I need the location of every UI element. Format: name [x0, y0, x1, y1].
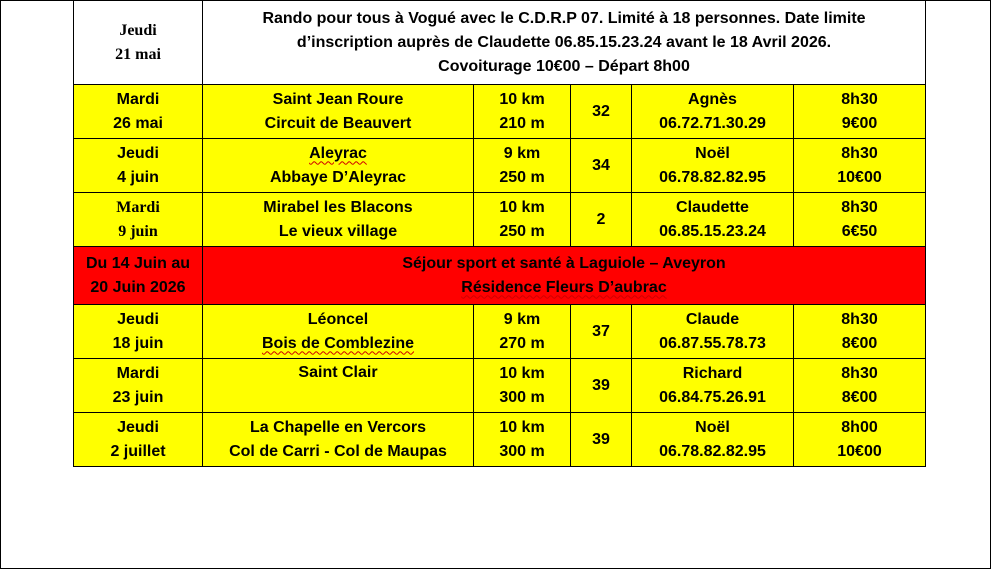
day-date: 4 juin: [117, 168, 159, 186]
number-cell: 39: [571, 413, 632, 467]
day-name: Jeudi: [117, 310, 159, 328]
guide-cell: [632, 359, 794, 413]
place-detail: Le vieux village: [278, 222, 398, 240]
announcement-line: Covoiturage 10€00 – Départ 8h00: [438, 57, 690, 75]
table-row: [74, 85, 926, 139]
day-cell: [74, 85, 203, 139]
day-cell: [74, 1, 203, 85]
hike-schedule-table: [73, 0, 926, 467]
day-cell: [74, 139, 203, 193]
number-cell: 2: [571, 193, 632, 247]
table-row: [74, 193, 926, 247]
day-date: 26 mai: [113, 114, 163, 132]
day-date: 9 juin: [118, 222, 158, 240]
distance: 9 km: [503, 310, 541, 328]
time-cell: [794, 139, 926, 193]
place-detail: Bois de Comblezine: [261, 334, 415, 352]
table-row: [74, 359, 926, 413]
place-detail: Abbaye D’Aleyrac: [269, 168, 407, 186]
elevation: 270 m: [499, 334, 545, 352]
guide-name: Noël: [695, 144, 730, 162]
guide-name: Noël: [695, 418, 730, 436]
number-cell: 39: [571, 359, 632, 413]
day-name: Jeudi: [117, 144, 159, 162]
departure-time: 8h30: [841, 90, 878, 108]
price: 6€50: [841, 222, 878, 240]
day-name: Mardi: [116, 198, 160, 216]
place-detail: Col de Carri - Col de Maupas: [229, 442, 447, 460]
guide-name: Agnès: [688, 90, 737, 108]
guide-phone: 06.78.82.82.95: [659, 442, 766, 460]
day-cell: [74, 359, 203, 413]
elevation: 250 m: [499, 168, 545, 186]
place-cell: [203, 413, 474, 467]
day-name: Mardi: [116, 90, 160, 108]
number-cell: 37: [571, 305, 632, 359]
day-name: Mardi: [116, 364, 160, 382]
guide-phone: 06.85.15.23.24: [659, 222, 766, 240]
departure-time: 8h30: [841, 144, 878, 162]
table-row-header: [74, 1, 926, 85]
elevation: 250 m: [499, 222, 545, 240]
distance-cell: [474, 359, 571, 413]
price: 10€00: [837, 168, 882, 186]
place-cell: [203, 139, 474, 193]
place-cell: [203, 193, 474, 247]
guide-phone: 06.78.82.82.95: [659, 168, 766, 186]
place-name: Léoncel: [307, 310, 369, 328]
distance: 9 km: [503, 144, 541, 162]
day-cell: [74, 305, 203, 359]
guide-cell: [632, 305, 794, 359]
sejour-date-end: 20 Juin 2026: [90, 278, 186, 296]
distance-cell: [474, 85, 571, 139]
day-date: 18 juin: [112, 334, 164, 352]
place-name: Mirabel les Blacons: [263, 198, 413, 216]
number-cell: 34: [571, 139, 632, 193]
guide-name: Richard: [682, 364, 743, 382]
elevation: 300 m: [499, 388, 545, 406]
table-row: [74, 413, 926, 467]
day-cell: [74, 413, 203, 467]
guide-phone: 06.84.75.26.91: [659, 388, 766, 406]
day-cell: [74, 193, 203, 247]
day-name: Jeudi: [117, 418, 159, 436]
place-cell: [203, 85, 474, 139]
distance-cell: [474, 413, 571, 467]
announcement-line: Rando pour tous à Vogué avec le C.D.R.P 07. Limité à 18 personnes. Date limite: [262, 9, 866, 27]
table-row: [74, 305, 926, 359]
distance: 10 km: [499, 90, 545, 108]
elevation: 300 m: [499, 442, 545, 460]
place-cell: [203, 305, 474, 359]
price: 8€00: [841, 388, 878, 406]
time-cell: [794, 193, 926, 247]
announcement-line: d’inscription auprès de Claudette 06.85.15.23.24 avant le 18 Avril 2026.: [296, 33, 832, 51]
sejour-title: Séjour sport et santé à Laguiole – Aveyron: [402, 254, 726, 272]
place-cell: [203, 359, 474, 413]
place-name: Aleyrac: [309, 144, 367, 162]
distance-cell: [474, 139, 571, 193]
table-row: [74, 139, 926, 193]
departure-time: 8h00: [841, 418, 878, 436]
sejour-description-cell: [203, 247, 926, 305]
place-name: La Chapelle en Vercors: [249, 418, 427, 436]
guide-cell: [632, 139, 794, 193]
distance-cell: [474, 193, 571, 247]
guide-cell: [632, 193, 794, 247]
sejour-residence: Résidence Fleurs D’aubrac: [461, 278, 667, 296]
price: 9€00: [841, 114, 878, 132]
place-name: Saint Jean Roure: [272, 90, 404, 108]
time-cell: [794, 359, 926, 413]
announcement-cell: [203, 1, 926, 85]
distance: 10 km: [499, 198, 545, 216]
sejour-date-start: Du 14 Juin au: [85, 254, 191, 272]
day-date: 23 juin: [112, 388, 164, 406]
number-cell: 32: [571, 85, 632, 139]
day-name: Jeudi: [119, 21, 157, 39]
place-detail: Circuit de Beauvert: [264, 114, 412, 132]
time-cell: [794, 305, 926, 359]
time-cell: [794, 413, 926, 467]
guide-phone: 06.87.55.78.73: [659, 334, 766, 352]
departure-time: 8h30: [841, 198, 878, 216]
time-cell: [794, 85, 926, 139]
guide-phone: 06.72.71.30.29: [659, 114, 766, 132]
departure-time: 8h30: [841, 364, 878, 382]
table-row-sejour: [74, 247, 926, 305]
guide-name: Claude: [685, 310, 740, 328]
distance: 10 km: [499, 418, 545, 436]
distance-cell: [474, 305, 571, 359]
day-date: 21 mai: [115, 45, 161, 63]
sejour-dates-cell: [74, 247, 203, 305]
price: 8€00: [841, 334, 878, 352]
guide-cell: [632, 85, 794, 139]
day-date: 2 juillet: [110, 442, 166, 460]
distance: 10 km: [499, 364, 545, 382]
elevation: 210 m: [499, 114, 545, 132]
departure-time: 8h30: [841, 310, 878, 328]
price: 10€00: [837, 442, 882, 460]
guide-cell: [632, 413, 794, 467]
guide-name: Claudette: [676, 198, 749, 216]
place-name: Saint Clair: [298, 364, 378, 381]
